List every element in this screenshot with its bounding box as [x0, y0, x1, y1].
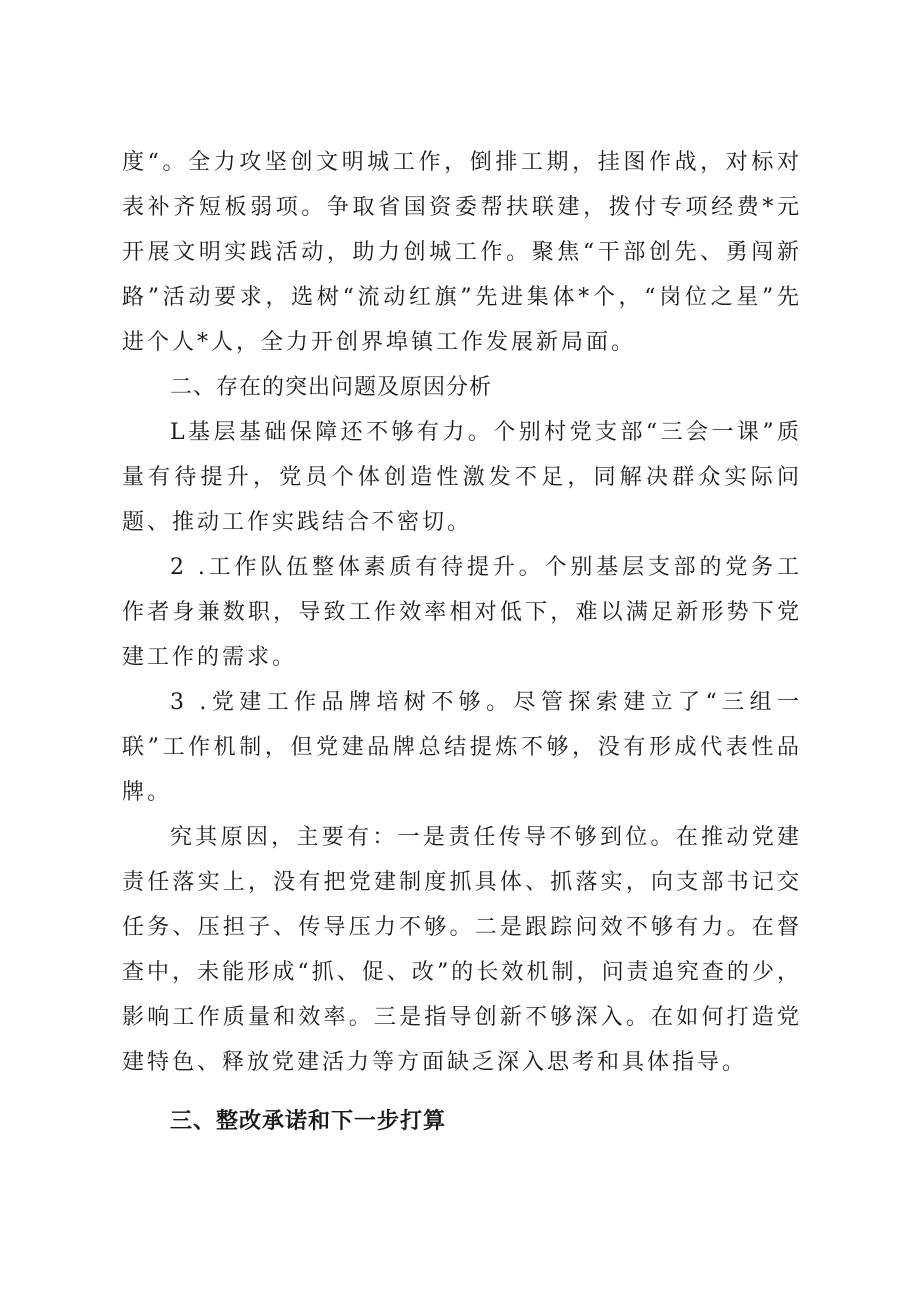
section-2-heading: 二、存在的突出问题及原因分析 [170, 375, 493, 400]
paragraph-continuation: 度“。全力攻坚创文明城工作，倒排工期，挂图作战，对标对表补齐短板弱项。争取省国资委帮扶联建，拨付专项经费*元开展文明实践活动，助力创城工作。聚焦“干部创先、勇闯新路”活动要求，选树“流动红旗”先进集体*个，“岗位之星”先进个人*人，全力开创界埠镇工作发展新局面。 [122, 150, 802, 355]
causes-paragraph: 究其原因，主要有：一是责任传导不够到位。在推动党建责任落实上，没有把党建制度抓具体、抓落实，向支部书记交任务、压担子、传导压力不够。二是跟踪问效不够有力。在督查中，未能形成“抓、促、改”的长效机制，问责追究查的少，影响工作质量和效率。三是指导创新不够深入。在如何打造党建特色、释放党建活力等方面缺乏深入思考和具体指导。 [122, 825, 802, 1075]
problem-item-1: L基层基础保障还不够有力。个别村党支部“三会一课”质量有待提升，党员个体创造性激发不足，同解决群众实际问题、推动工作实践结合不密切。 [122, 420, 802, 535]
problem-item-2: 2 .工作队伍整体素质有待提升。个别基层支部的党务工作者身兼数职，导致工作效率相对低下，难以满足新形势下党建工作的需求。 [122, 555, 802, 670]
section-3-heading: 三、整改承诺和下一步打算 [170, 1109, 447, 1134]
document-body [122, 140, 802, 1144]
problem-item-3: 3 .党建工作品牌培树不够。尽管探索建立了“三组一联”工作机制，但党建品牌总结提炼不够，没有形成代表性品牌。 [122, 690, 802, 805]
